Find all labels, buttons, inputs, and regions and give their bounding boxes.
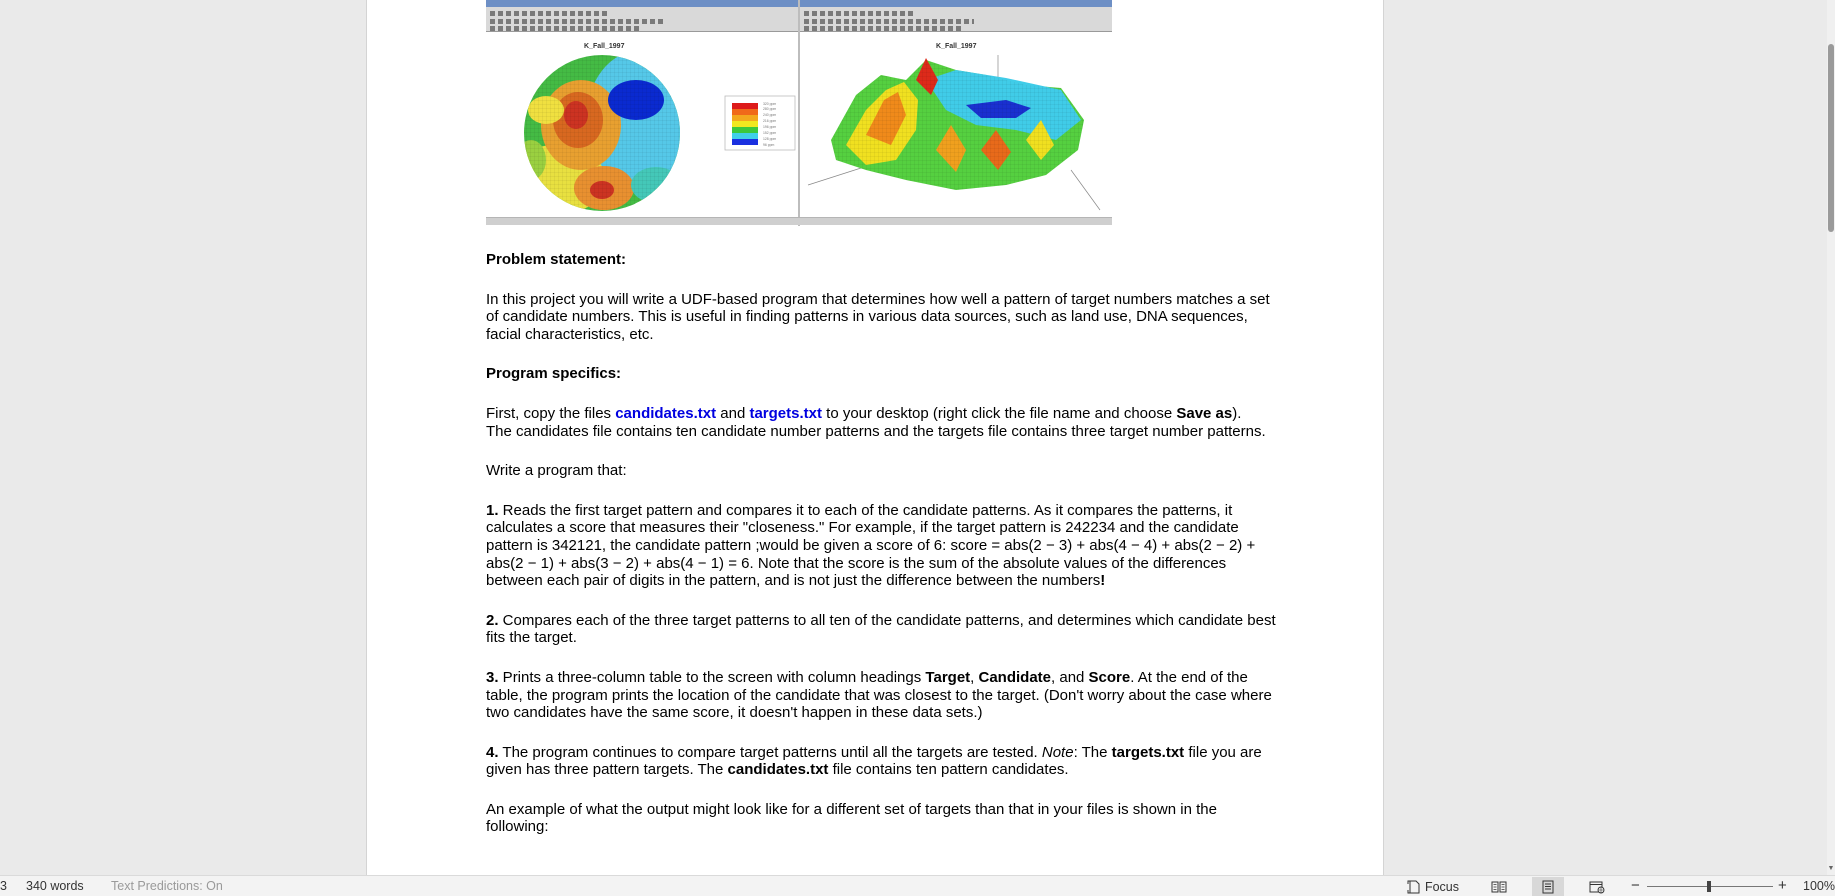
problem-heading: Problem statement:	[486, 251, 627, 268]
item3-text-b: . At the end of the table, the program prints the location of the candidate that was closest to the target. (Don't worry about the case where two candidates have the same score, it doesn't happen in these data sets.)	[486, 668, 1272, 722]
figure-right-title: K_Fall_1997	[936, 43, 977, 50]
legend-label-4: 216 ppm	[763, 119, 777, 123]
print-layout-icon	[1541, 880, 1555, 894]
zoom-level[interactable]: 100%	[1803, 879, 1835, 893]
zoom-out-button[interactable]: −	[1631, 877, 1640, 894]
surfer-screenshot-figure	[486, 0, 1112, 226]
focus-icon	[1407, 880, 1421, 894]
scrollbar-thumb[interactable]	[1828, 44, 1834, 232]
item1-number: 1.	[486, 501, 499, 519]
vertical-scrollbar[interactable]	[1827, 0, 1835, 875]
read-mode-button[interactable]	[1484, 877, 1514, 896]
word-count[interactable]: 340 words	[26, 879, 84, 893]
list-item-2	[486, 612, 1276, 647]
item3-candidate: Candidate	[978, 668, 1052, 686]
list-item-1	[486, 502, 1276, 590]
print-layout-button[interactable]	[1532, 877, 1564, 896]
example-paragraph: An example of what the output might look like for a different set of targets than that in your files is shown in the following:	[486, 800, 1217, 836]
item3-target: Target	[925, 668, 971, 686]
and-text: and	[716, 404, 750, 422]
scroll-down-arrow-icon[interactable]: ▼	[1827, 865, 1835, 872]
zoom-in-button[interactable]: +	[1778, 877, 1787, 894]
document-page	[366, 0, 1384, 875]
legend-label-3: 240 ppm	[763, 113, 777, 117]
copy-files-paragraph	[486, 405, 1276, 423]
item4-text-c: file you are given has three pattern targets. The	[486, 743, 1262, 779]
save-as-text: Save as	[1176, 404, 1233, 422]
item2-number: 2.	[486, 611, 499, 629]
item4-number: 4.	[486, 743, 499, 761]
candidates-link[interactable]: candidates.txt	[615, 404, 717, 422]
legend-label-6: 152 ppm	[763, 131, 777, 135]
specifics-heading: Program specifics:	[486, 365, 622, 383]
legend-label-7: 128 ppm	[763, 137, 777, 141]
item3-text-a: Prints a three-column table to the screen with column headings	[498, 668, 926, 686]
item3-comma: ,	[970, 668, 979, 686]
figure-left-title: K_Fall_1997	[584, 43, 625, 50]
item4-note: Note	[1041, 743, 1074, 761]
targets-link[interactable]: targets.txt	[749, 404, 822, 422]
candidates-description: The candidates file contains ten candidate number patterns and the targets file contains three target number patterns.	[486, 422, 1266, 440]
focus-label: Focus	[1424, 879, 1460, 894]
item3-number: 3.	[486, 668, 499, 686]
item4-text-b: : The	[1073, 743, 1112, 761]
text-predictions-status[interactable]: Text Predictions: On	[111, 879, 223, 893]
item1-text: Reads the first target pattern and compares it to each of the candidate patterns. As it compares the patterns, it calculates a score that measures their "closeness." For example, if the target pattern is 242234 and the candidate pattern is 342121, the candidate pattern ;would be given a score of 6: score = abs(2 − 3) + abs(4 − 4) + abs(2 − 2) + abs(2 − 1) + abs(3 − 2) + abs(4 − 1) = 6. Note that the score is the sum of the absolute values of the differences between each pair of digits in the pattern, and is not just the difference between the numbers	[486, 501, 1256, 590]
read-mode-icon	[1491, 880, 1507, 894]
item2-text: Compares each of the three target patterns to all ten of the candidate patterns, and determines which candidate best fits the target.	[486, 611, 1276, 647]
copy-end-text: ).	[1232, 404, 1242, 422]
figure-scrollbar	[486, 217, 1112, 225]
legend-label-2: 280 ppm	[763, 107, 777, 111]
write-program-text: Write a program that:	[486, 462, 627, 480]
color-legend	[725, 96, 795, 150]
status-bar	[0, 875, 1835, 896]
copy-after-text: to your desktop (right click the file name and choose	[822, 404, 1177, 422]
web-layout-button[interactable]	[1582, 877, 1612, 896]
list-item-4	[486, 744, 1276, 779]
item4-targets: targets.txt	[1111, 743, 1185, 761]
list-item-3	[486, 669, 1276, 722]
focus-button[interactable]	[1402, 877, 1464, 896]
problem-paragraph: In this project you will write a UDF-based program that determines how well a pattern of target numbers matches a set of candidate numbers. This is useful in finding patterns in various data sources, such as land use, DNA sequences, facial characteristics, etc.	[486, 290, 1270, 343]
item4-candidates: candidates.txt	[727, 761, 829, 779]
item3-score: Score	[1088, 668, 1131, 686]
surface-plot	[808, 55, 1100, 210]
figure-plots	[486, 0, 1112, 226]
legend-label-8: 96 ppm	[763, 143, 775, 147]
item1-exclamation: !	[1100, 572, 1106, 590]
item4-text-a: The program continues to compare target patterns until all the targets are tested.	[498, 743, 1042, 761]
copy-intro-text: First, copy the files	[486, 404, 616, 422]
legend-label-5: 196 ppm	[763, 125, 777, 129]
legend-label-1: 320 ppm	[763, 102, 777, 106]
zoom-slider-thumb[interactable]	[1707, 881, 1711, 892]
document-body[interactable]	[486, 0, 1276, 836]
item4-text-d: file contains ten pattern candidates.	[828, 761, 1069, 779]
web-layout-icon	[1589, 880, 1605, 894]
item3-and: , and	[1051, 668, 1089, 686]
contour-map	[506, 50, 696, 220]
page-indicator[interactable]: 3	[0, 879, 7, 893]
